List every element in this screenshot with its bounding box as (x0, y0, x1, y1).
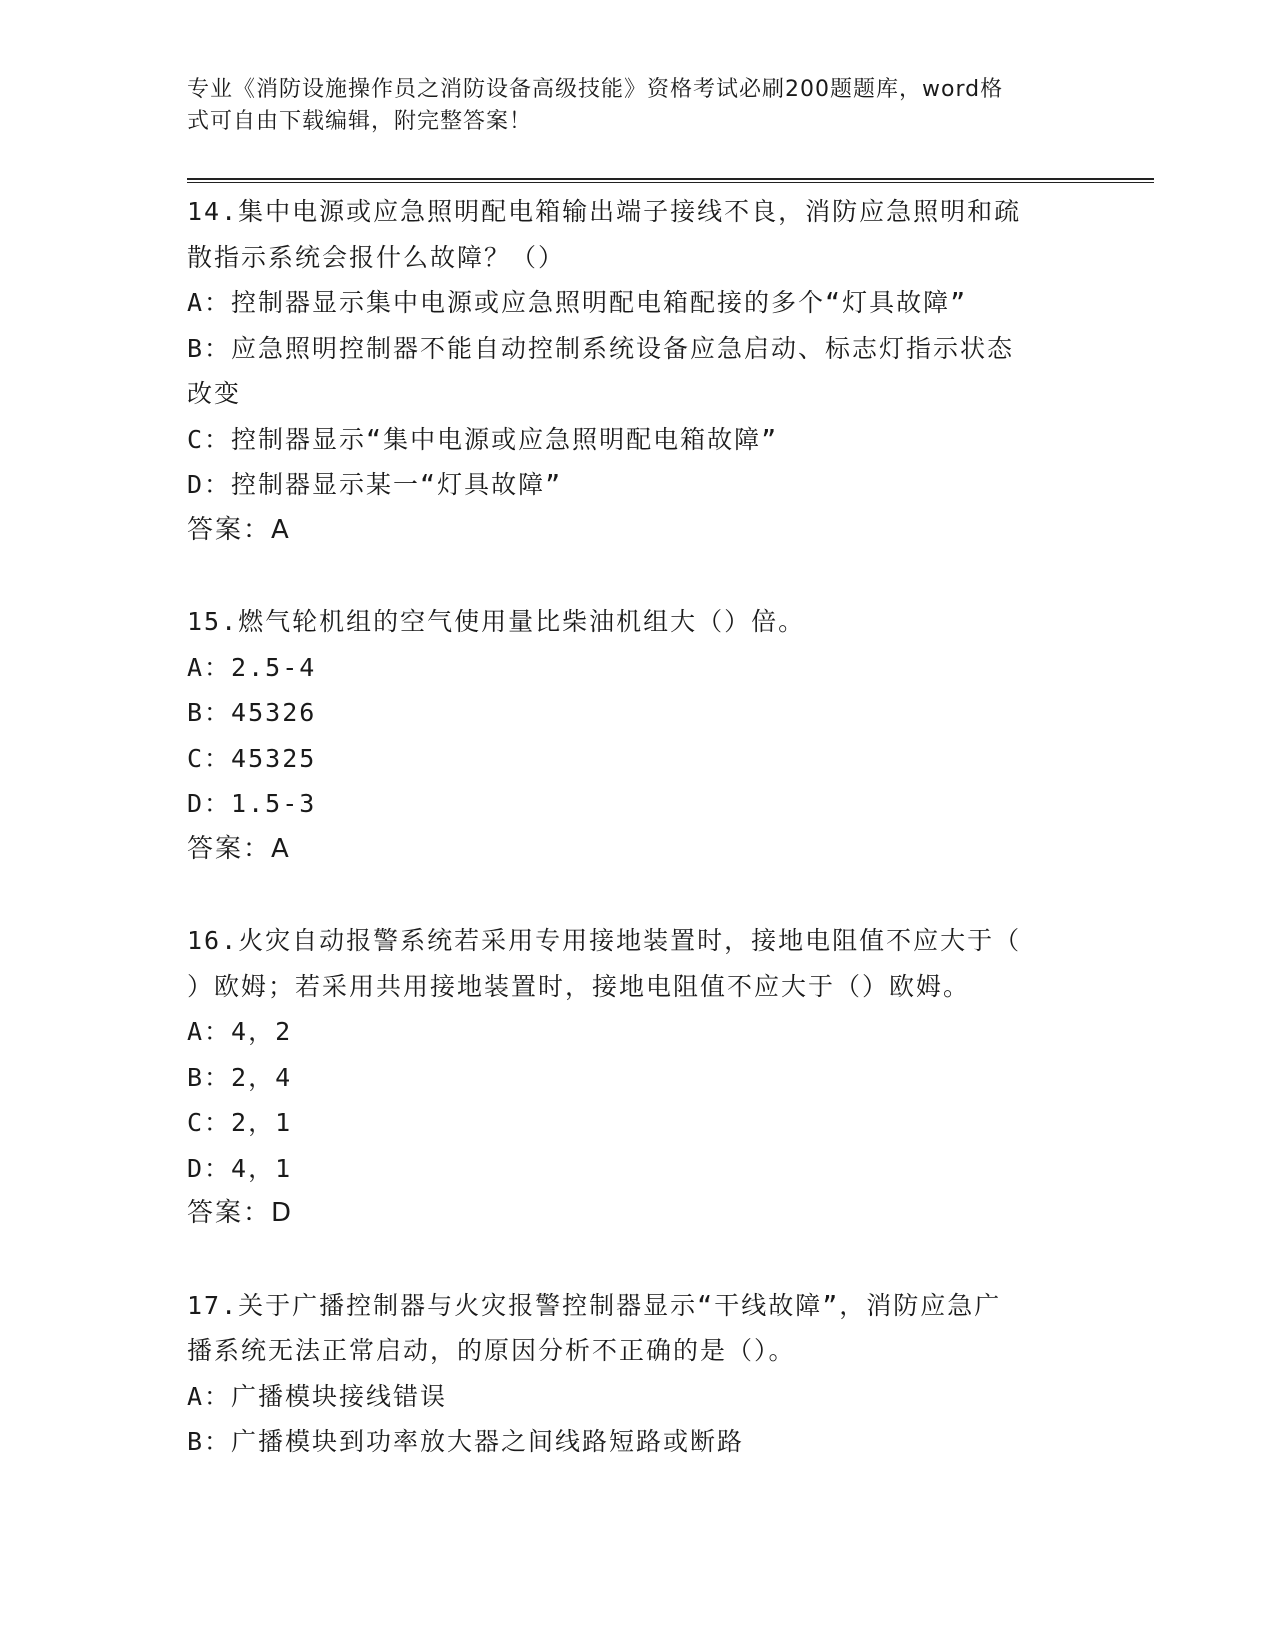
stem-line: 播系统无法正常启动，的原因分析不正确的是（）。 (187, 1336, 796, 1365)
stem-line: ）欧姆；若采用共用接地装置时，接地电阻值不应大于（）欧姆。 (187, 971, 971, 1001)
question-stem (187, 599, 1077, 645)
option-a: A：4，2 (187, 1017, 293, 1046)
option-c: C：2，1 (187, 1108, 293, 1137)
answer: 答案：A (187, 833, 291, 864)
option-d: D：控制器显示某一“灯具故障” (187, 470, 563, 499)
option-b: B：广播模块到功率放大器之间线路短路或断路 (187, 1427, 745, 1456)
question-15 (187, 599, 1077, 872)
stem-line: 17.关于广播控制器与火灾报警控制器显示“干线故障”，消防应急广 (187, 1290, 1002, 1320)
stem-line: 14.集中电源或应急照明配电箱输出端子接线不良，消防应急照明和疏 (187, 197, 1022, 226)
option-a: A：控制器显示集中电源或应急照明配电箱配接的多个“灯具故障” (187, 288, 968, 317)
stem-line: 16.火灾自动报警系统若采用专用接地装置时，接地电阻值不应大于（ (187, 926, 1022, 955)
option-d: D：1.5-3 (187, 789, 317, 818)
stem-line: 15.燃气轮机组的空气使用量比柴油机组大（）倍。 (187, 607, 806, 636)
option-b: B：应急照明控制器不能自动控制系统设备应急启动、标志灯指示状态 (187, 333, 1015, 363)
option-a: A：2.5-4 (187, 652, 317, 682)
question-stem (187, 189, 1077, 280)
question-list (187, 189, 1077, 1511)
option-c: C：控制器显示“集中电源或应急照明配电箱故障” (187, 424, 779, 454)
question-14 (187, 189, 1077, 553)
question-stem (187, 918, 1077, 1009)
question-16 (187, 918, 1077, 1237)
header-line-1: 专业《消防设施操作员之消防设备高级技能》资格考试必刷200题题库，word格 (187, 77, 1004, 102)
answer: 答案：A (187, 514, 291, 545)
header-line-2: 式可自由下载编辑，附完整答案！ (187, 109, 533, 134)
option-b-continued: 改变 (187, 379, 242, 408)
option-d: D：4，1 (187, 1153, 293, 1183)
question-stem (187, 1283, 1077, 1374)
option-c: C：45325 (187, 743, 317, 773)
document-header (187, 74, 1067, 138)
option-b: B：45326 (187, 698, 317, 727)
header-rule-thick (187, 178, 1154, 180)
question-17 (187, 1283, 1077, 1465)
option-a: A：广播模块接线错误 (187, 1381, 448, 1411)
option-b: B：2，4 (187, 1062, 293, 1092)
header-rule-thin (187, 182, 1154, 183)
answer: 答案：D (187, 1198, 294, 1228)
stem-line: 散指示系统会报什么故障？（） (187, 242, 566, 272)
